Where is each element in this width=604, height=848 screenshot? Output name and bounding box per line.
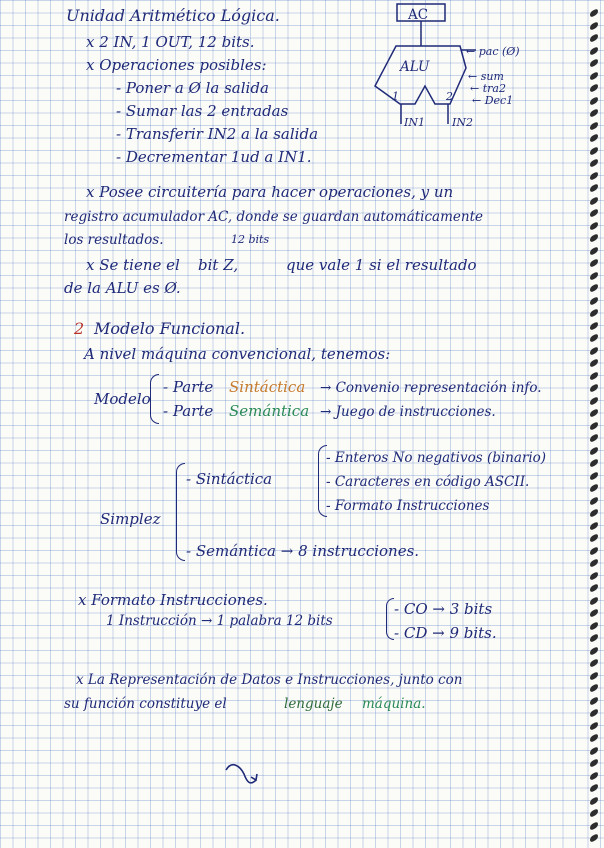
binding-hole bbox=[590, 346, 598, 356]
binding-hole bbox=[590, 583, 598, 593]
simplez-semantica: - Semántica → 8 instrucciones. bbox=[186, 542, 420, 560]
binding-hole bbox=[590, 308, 598, 318]
parte-sintactica-a: - Parte bbox=[163, 378, 214, 396]
zbit-line-1c: que vale 1 si el resultado bbox=[286, 256, 477, 274]
binding-hole bbox=[590, 708, 598, 718]
binding-hole bbox=[590, 458, 598, 468]
binding-hole bbox=[590, 758, 598, 768]
binding-hole bbox=[590, 571, 598, 581]
binding-hole bbox=[590, 396, 598, 406]
signal-sum: ← sum bbox=[468, 70, 504, 83]
op-item: - Transferir IN2 a la salida bbox=[116, 125, 319, 143]
binding-hole bbox=[590, 121, 598, 131]
binding-hole bbox=[590, 821, 598, 831]
binding-hole bbox=[590, 33, 598, 43]
binding-hole bbox=[590, 596, 598, 606]
binding-hole bbox=[590, 146, 598, 156]
op-item: - Sumar las 2 entradas bbox=[116, 102, 289, 120]
op-item: - Decrementar 1ud a IN1. bbox=[116, 148, 312, 166]
ac-label: AC bbox=[408, 7, 429, 23]
acc-line-3: los resultados. bbox=[64, 232, 164, 248]
sintactica-item: - Formato Instrucciones bbox=[326, 498, 490, 514]
parte-semantica-b: Semántica bbox=[229, 402, 310, 420]
binding-hole bbox=[590, 683, 598, 693]
binding-hole bbox=[590, 158, 598, 168]
formato-co: - CO → 3 bits bbox=[394, 600, 493, 618]
binding-hole bbox=[590, 71, 598, 81]
parte-sintactica-b: Sintáctica bbox=[229, 378, 306, 396]
repr-maquina: máquina. bbox=[362, 696, 426, 712]
op-item: - Poner a Ø la salida bbox=[116, 79, 269, 97]
binding-hole bbox=[590, 833, 598, 843]
binding-hole bbox=[590, 558, 598, 568]
binding-hole bbox=[590, 671, 598, 681]
simplez-label: Simplez bbox=[100, 510, 161, 528]
parte-sintactica-c: → Convenio representación info. bbox=[320, 380, 542, 396]
binding-hole bbox=[590, 783, 598, 793]
repr-line-2a: su función constituye el bbox=[64, 696, 227, 712]
zbit-highlight: bit Z, bbox=[198, 256, 239, 274]
binding-hole bbox=[590, 8, 598, 18]
spec-line: x 2 IN, 1 OUT, 12 bits. bbox=[86, 33, 255, 51]
binding-hole bbox=[590, 521, 598, 531]
binding-hole bbox=[590, 471, 598, 481]
binding-hole bbox=[590, 508, 598, 518]
in1-label: IN1 bbox=[404, 116, 425, 129]
binding-hole bbox=[590, 321, 598, 331]
section-number: 2 bbox=[74, 319, 85, 338]
parte-semantica-c: → Juego de instrucciones. bbox=[320, 404, 496, 420]
binding-hole bbox=[590, 696, 598, 706]
ops-header: x Operaciones posibles: bbox=[86, 56, 267, 74]
binding-hole bbox=[590, 658, 598, 668]
page-title: Unidad Aritmético Lógica. bbox=[66, 6, 280, 25]
formato-line: 1 Instrucción → 1 palabra 12 bits bbox=[106, 613, 333, 629]
binding-hole bbox=[590, 483, 598, 493]
binding-hole bbox=[590, 383, 598, 393]
binding-hole bbox=[590, 258, 598, 268]
binding-hole bbox=[590, 421, 598, 431]
binding-hole bbox=[590, 633, 598, 643]
signal-tra2: ← tra2 bbox=[470, 82, 506, 95]
binding-hole bbox=[590, 408, 598, 418]
binding-hole bbox=[590, 96, 598, 106]
simplez-sintactica: - Sintáctica bbox=[186, 470, 273, 488]
alu-label: ALU bbox=[400, 59, 430, 75]
binding-hole bbox=[590, 208, 598, 218]
binding-hole bbox=[590, 108, 598, 118]
binding-hole bbox=[590, 646, 598, 656]
binding-hole bbox=[590, 621, 598, 631]
binding-hole bbox=[590, 608, 598, 618]
binding-hole bbox=[590, 808, 598, 818]
binding-hole bbox=[590, 721, 598, 731]
binding-hole bbox=[590, 746, 598, 756]
section-title: Modelo Funcional. bbox=[94, 319, 246, 338]
binding-hole bbox=[590, 771, 598, 781]
section-intro: A nivel máquina convencional, tenemos: bbox=[84, 345, 391, 363]
binding-hole bbox=[590, 283, 598, 293]
formato-header: x Formato Instrucciones. bbox=[78, 591, 268, 609]
modelo-label: Modelo bbox=[94, 390, 151, 408]
in2-label: IN2 bbox=[452, 116, 473, 129]
binding-hole bbox=[590, 246, 598, 256]
binding-hole bbox=[590, 333, 598, 343]
alu-port-2: 2 bbox=[446, 90, 453, 103]
alu-port-1: 1 bbox=[392, 90, 399, 103]
binding-hole bbox=[590, 196, 598, 206]
formato-cd: - CD → 9 bits. bbox=[394, 624, 497, 642]
binding-hole bbox=[590, 58, 598, 68]
acc-bits-note: 12 bits bbox=[231, 233, 270, 246]
binding-hole bbox=[590, 171, 598, 181]
binding-hole bbox=[590, 46, 598, 56]
zbit-line-2: de la ALU es Ø. bbox=[64, 279, 181, 297]
binding-hole bbox=[590, 133, 598, 143]
zbit-line-1a: x Se tiene el bbox=[86, 256, 180, 274]
binding-hole bbox=[590, 546, 598, 556]
binding-hole bbox=[590, 21, 598, 31]
signal-dec1: ← Dec1 bbox=[472, 94, 514, 107]
acc-line-2: registro acumulador AC, donde se guardan automáticamente bbox=[64, 209, 483, 225]
binding-hole bbox=[590, 296, 598, 306]
binding-hole bbox=[590, 371, 598, 381]
binding-hole bbox=[590, 796, 598, 806]
binding-hole bbox=[590, 433, 598, 443]
binding-hole bbox=[590, 271, 598, 281]
repr-line-1: x La Representación de Datos e Instrucciones, junto con bbox=[76, 672, 463, 688]
signal-pac: ← pac (Ø) bbox=[466, 45, 520, 58]
binding-hole bbox=[590, 233, 598, 243]
parte-semantica-a: - Parte bbox=[163, 402, 214, 420]
spiral-binding bbox=[582, 0, 604, 848]
binding-hole bbox=[590, 446, 598, 456]
binding-hole bbox=[590, 496, 598, 506]
binding-hole bbox=[590, 183, 598, 193]
acc-line-1: x Posee circuitería para hacer operaciones, y un bbox=[86, 183, 454, 201]
binding-hole bbox=[590, 358, 598, 368]
repr-lenguaje: lenguaje bbox=[284, 696, 343, 712]
binding-hole bbox=[590, 533, 598, 543]
sintactica-item: - Caracteres en código ASCII. bbox=[326, 474, 530, 490]
binding-hole bbox=[590, 221, 598, 231]
binding-hole bbox=[590, 83, 598, 93]
sintactica-item: - Enteros No negativos (binario) bbox=[326, 450, 547, 466]
binding-hole bbox=[590, 733, 598, 743]
